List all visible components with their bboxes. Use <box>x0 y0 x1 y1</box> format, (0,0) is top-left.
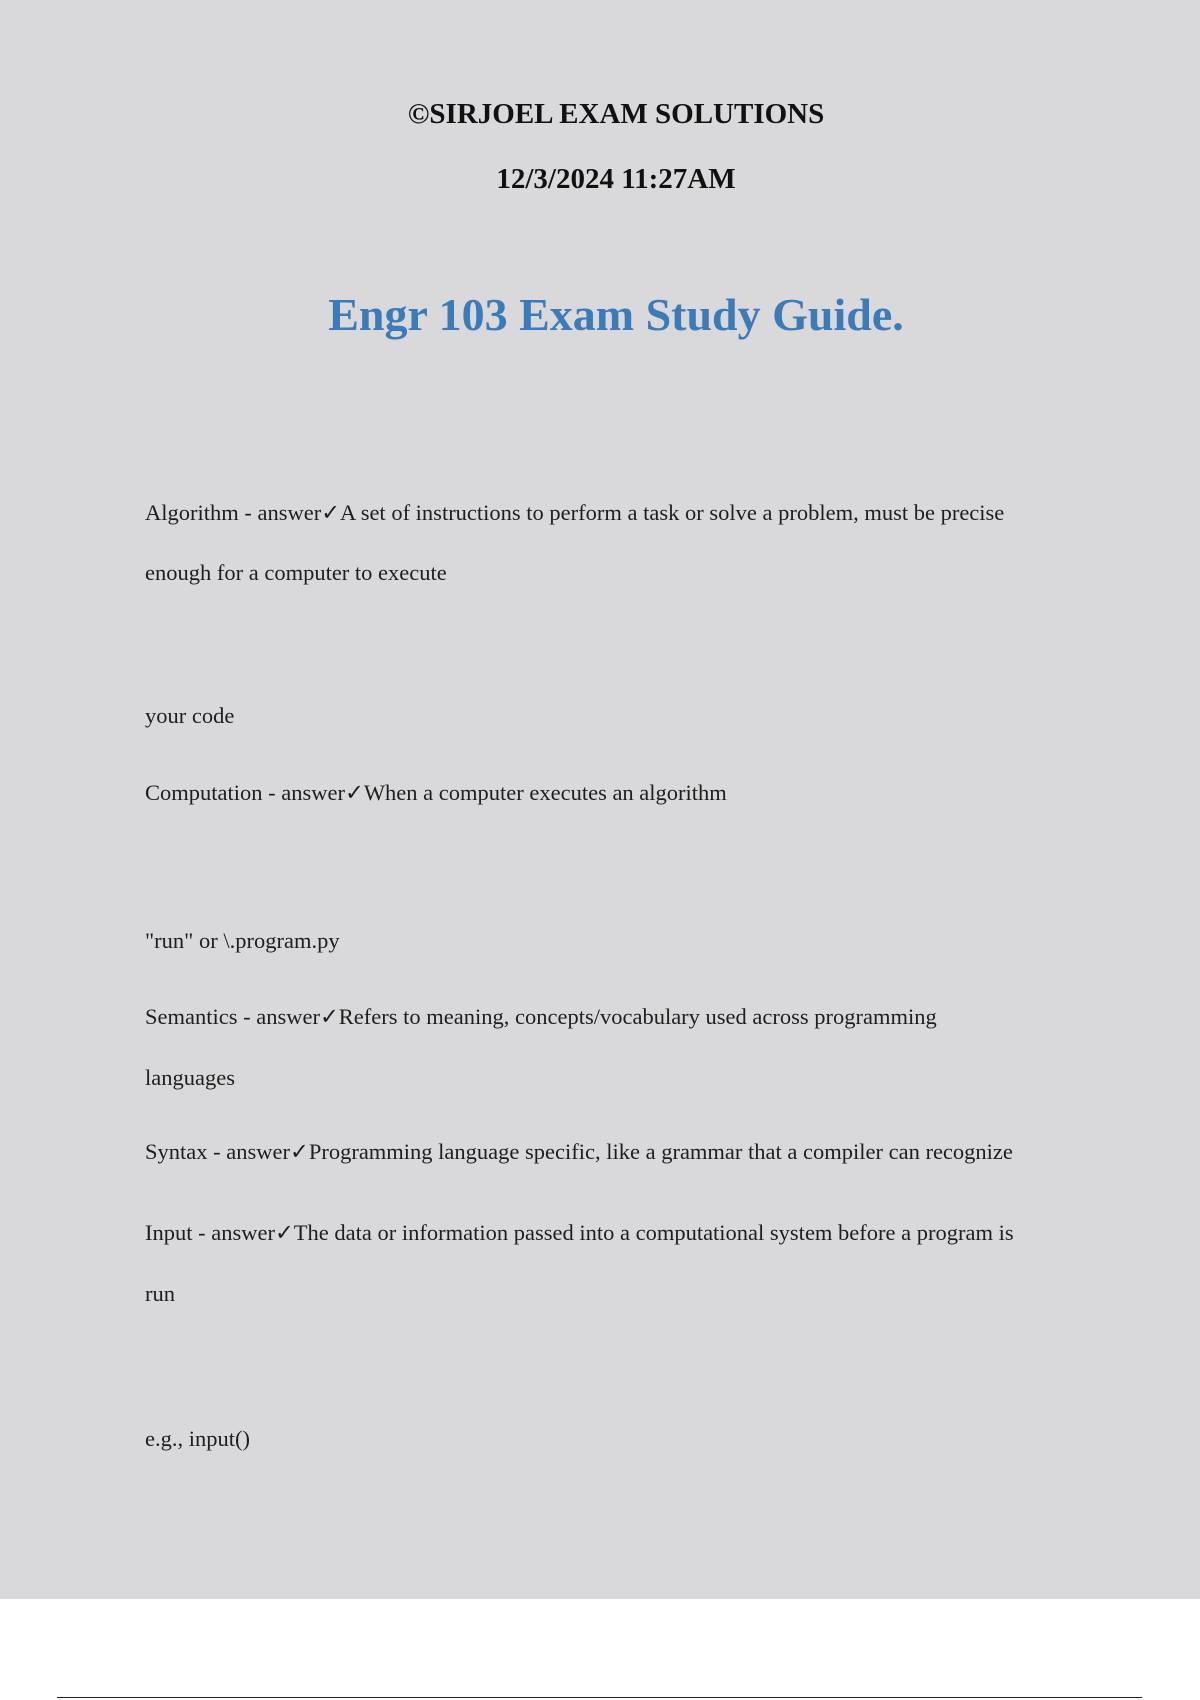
definition-input-line-1: Input - answer✓The data or information passed into a computational system before a program is <box>145 1220 1014 1245</box>
note-your-code: your code <box>145 703 235 728</box>
definition-computation: Computation - answer✓When a computer executes an algorithm <box>145 780 727 805</box>
definition-input-line-2: run <box>145 1281 175 1306</box>
page-bottom-rule <box>57 1697 1142 1698</box>
definition-semantics-line-1: Semantics - answer✓Refers to meaning, concepts/vocabulary used across programming <box>145 1004 937 1029</box>
header-timestamp: 12/3/2024 11:27AM <box>496 163 736 195</box>
definition-algorithm-line-1: Algorithm - answer✓A set of instructions to perform a task or solve a problem, must be precise <box>145 500 1005 525</box>
header-brand: ©SIRJOEL EXAM SOLUTIONS <box>407 98 825 130</box>
note-run-program: "run" or \.program.py <box>145 928 340 953</box>
definition-syntax: Syntax - answer✓Programming language specific, like a grammar that a compiler can recognize <box>145 1139 1013 1164</box>
note-input-example: e.g., input() <box>145 1426 250 1451</box>
definition-algorithm-line-2: enough for a computer to execute <box>145 560 447 585</box>
definition-semantics-line-2: languages <box>145 1065 235 1090</box>
document-title: Engr 103 Exam Study Guide. <box>328 289 904 340</box>
